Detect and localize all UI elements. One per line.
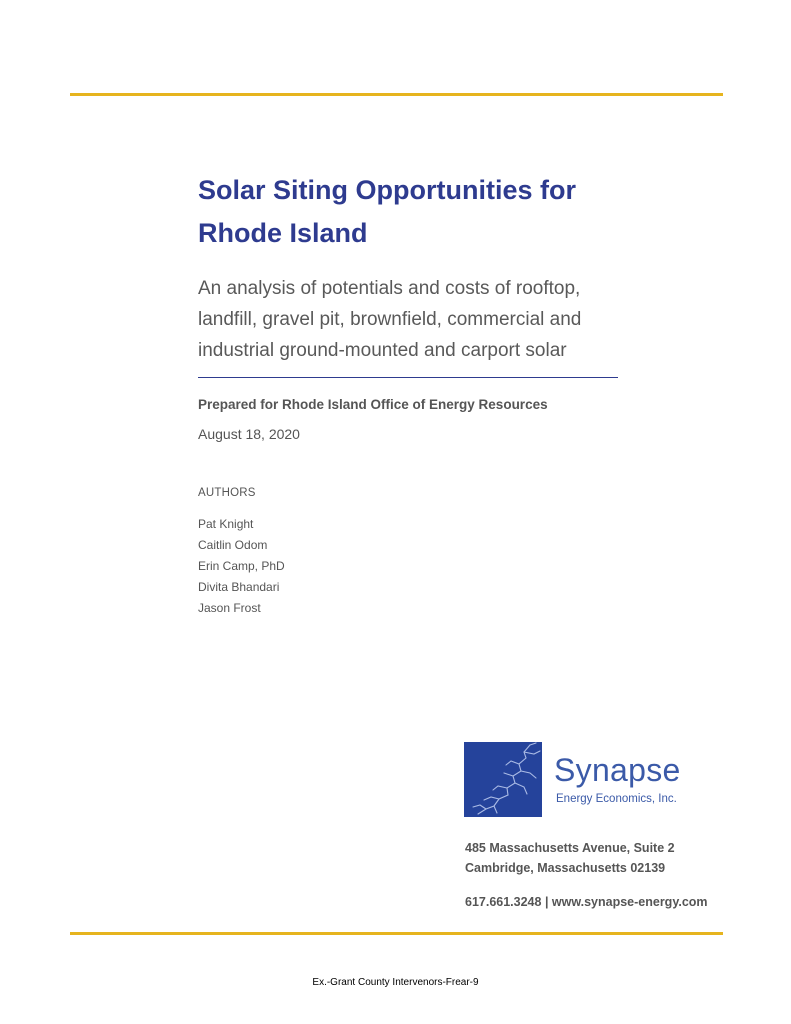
report-title-line-1: Solar Siting Opportunities for bbox=[198, 175, 576, 205]
author-name: Divita Bhandari bbox=[198, 580, 280, 594]
report-subtitle-line-3: industrial ground-mounted and carport solar bbox=[198, 340, 567, 361]
address-line-2: Cambridge, Massachusetts 02139 bbox=[465, 861, 666, 875]
prepared-for: Prepared for Rhode Island Office of Energy Resources bbox=[198, 397, 548, 412]
synapse-logo-icon bbox=[464, 742, 542, 817]
author-name: Erin Camp, PhD bbox=[198, 559, 285, 573]
author-name: Caitlin Odom bbox=[198, 538, 268, 552]
report-subtitle-line-1: An analysis of potentials and costs of rooftop, bbox=[198, 278, 581, 299]
authors-list bbox=[198, 514, 285, 619]
logo-wordmark: Synapse bbox=[554, 752, 681, 788]
author-name: Jason Frost bbox=[198, 601, 261, 615]
report-subtitle-line-2: landfill, gravel pit, brownfield, commercial and bbox=[198, 309, 582, 330]
bottom-gold-rule bbox=[70, 932, 723, 935]
top-gold-rule bbox=[70, 93, 723, 96]
contact-line: 617.661.3248 | www.synapse-energy.com bbox=[465, 895, 708, 909]
address-block bbox=[465, 838, 675, 878]
report-subtitle bbox=[198, 273, 668, 366]
authors-heading: AUTHORS bbox=[198, 487, 256, 499]
report-title-line-2: Rhode Island bbox=[198, 218, 368, 248]
logo-subtitle: Energy Economics, Inc. bbox=[556, 793, 677, 805]
title-divider bbox=[198, 377, 618, 378]
address-line-1: 485 Massachusetts Avenue, Suite 2 bbox=[465, 841, 675, 855]
exhibit-label: Ex.-Grant County Intervenors-Frear-9 bbox=[312, 977, 479, 988]
report-date: August 18, 2020 bbox=[198, 426, 300, 442]
report-title bbox=[198, 169, 668, 255]
author-name: Pat Knight bbox=[198, 517, 254, 531]
